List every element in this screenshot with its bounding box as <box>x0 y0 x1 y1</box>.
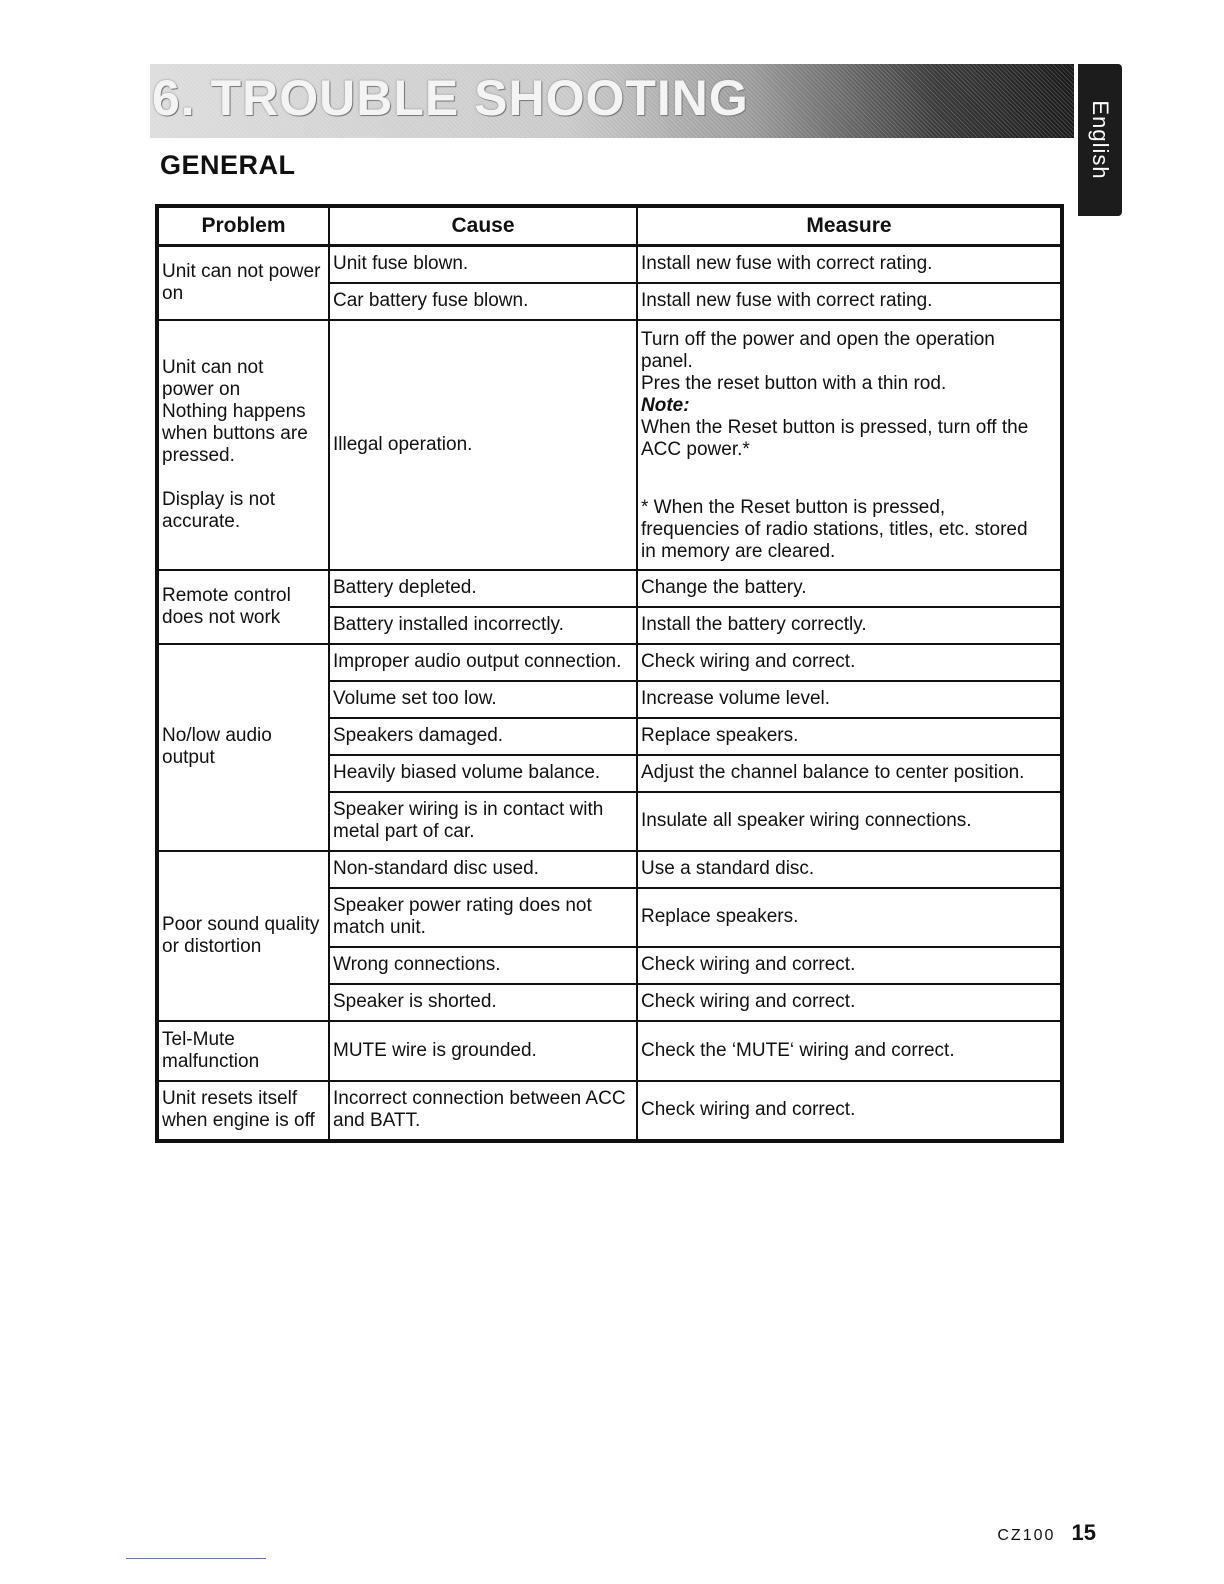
cause-cell: Speakers damaged. <box>329 718 637 755</box>
cause-cell: Unit fuse blown. <box>329 246 637 284</box>
table-header-row <box>157 206 1062 246</box>
table-row <box>157 644 1062 681</box>
measure-cell: Check wiring and correct. <box>637 947 1062 984</box>
measure-cell: Check wiring and correct. <box>637 644 1062 681</box>
measure-cell: Adjust the channel balance to center position. <box>637 755 1062 792</box>
table-row <box>157 246 1062 284</box>
cause-cell: Heavily biased volume balance. <box>329 755 637 792</box>
section-heading: GENERAL <box>160 150 296 180</box>
language-tab-label: English <box>1088 100 1113 180</box>
cause-cell: Car battery fuse blown. <box>329 283 637 320</box>
measure-line: panel. <box>641 351 693 372</box>
page-number: 15 <box>1071 1520 1096 1545</box>
cause-cell: MUTE wire is grounded. <box>329 1021 637 1081</box>
cause-cell: Battery installed incorrectly. <box>329 607 637 644</box>
table-row <box>157 1081 1062 1141</box>
measure-cell: Check the ‘MUTE‘ wiring and correct. <box>637 1021 1062 1081</box>
measure-cell: Replace speakers. <box>637 718 1062 755</box>
table-row <box>157 1021 1062 1081</box>
problem-line: accurate. <box>162 510 241 532</box>
problem-cell <box>157 320 329 570</box>
measure-cell: Insulate all speaker wiring connections. <box>637 792 1062 851</box>
cause-cell: Incorrect connection between ACC and BATT. <box>329 1081 637 1141</box>
cause-cell: Speaker is shorted. <box>329 984 637 1021</box>
problem-cell: No/low audio output <box>157 644 329 851</box>
problem-line: Unit can not <box>162 356 264 378</box>
footer-rule <box>126 1558 266 1559</box>
footnote-line: frequencies of radio stations, titles, etc. stored <box>641 519 1028 540</box>
language-tab <box>1078 64 1122 216</box>
cause-cell: Improper audio output connection. <box>329 644 637 681</box>
table-row <box>157 570 1062 607</box>
cause-cell: Wrong connections. <box>329 947 637 984</box>
measure-cell: Replace speakers. <box>637 888 1062 947</box>
cause-cell: Illegal operation. <box>329 320 637 570</box>
measure-cell: Install the battery correctly. <box>637 607 1062 644</box>
section-banner <box>150 64 1074 138</box>
problem-cell: Poor sound quality or distortion <box>157 851 329 1021</box>
page-footer <box>997 1520 1096 1546</box>
cause-cell: Non-standard disc used. <box>329 851 637 888</box>
problem-line: Display is not <box>162 488 275 510</box>
note-label: Note: <box>641 395 690 416</box>
note-line: When the Reset button is pressed, turn off the <box>641 417 1029 438</box>
problem-line: Nothing happens <box>162 400 306 422</box>
cause-column-header: Cause <box>329 206 637 246</box>
problem-line: when buttons are <box>162 422 308 444</box>
model-name: CZ100 <box>997 1527 1056 1544</box>
problem-column-header: Problem <box>157 206 329 246</box>
problem-line: power on <box>162 378 241 400</box>
cause-cell: Battery depleted. <box>329 570 637 607</box>
measure-cell: Install new fuse with correct rating. <box>637 246 1062 284</box>
footnote-line: * When the Reset button is pressed, <box>641 497 946 518</box>
table-row <box>157 851 1062 888</box>
measure-line: Pres the reset button with a thin rod. <box>641 373 947 394</box>
chapter-title: 6. TROUBLE SHOOTING <box>152 70 749 126</box>
troubleshooting-table <box>155 204 1064 1143</box>
problem-cell: Unit can not power on <box>157 246 329 321</box>
problem-line: pressed. <box>162 444 235 466</box>
note-line: ACC power.* <box>641 439 750 460</box>
measure-cell: Change the battery. <box>637 570 1062 607</box>
measure-column-header: Measure <box>637 206 1062 246</box>
measure-cell: Increase volume level. <box>637 681 1062 718</box>
problem-cell: Remote control does not work <box>157 570 329 644</box>
measure-cell: Install new fuse with correct rating. <box>637 283 1062 320</box>
measure-cell: Use a standard disc. <box>637 851 1062 888</box>
measure-cell <box>637 320 1062 570</box>
cause-cell: Speaker power rating does not match unit. <box>329 888 637 947</box>
cause-cell: Volume set too low. <box>329 681 637 718</box>
problem-cell: Tel-Mute malfunction <box>157 1021 329 1081</box>
measure-cell: Check wiring and correct. <box>637 1081 1062 1141</box>
footnote-line: in memory are cleared. <box>641 541 836 562</box>
table-row <box>157 320 1062 570</box>
measure-cell: Check wiring and correct. <box>637 984 1062 1021</box>
measure-line: Turn off the power and open the operation <box>641 329 995 350</box>
problem-cell: Unit resets itself when engine is off <box>157 1081 329 1141</box>
cause-cell: Speaker wiring is in contact with metal part of car. <box>329 792 637 851</box>
